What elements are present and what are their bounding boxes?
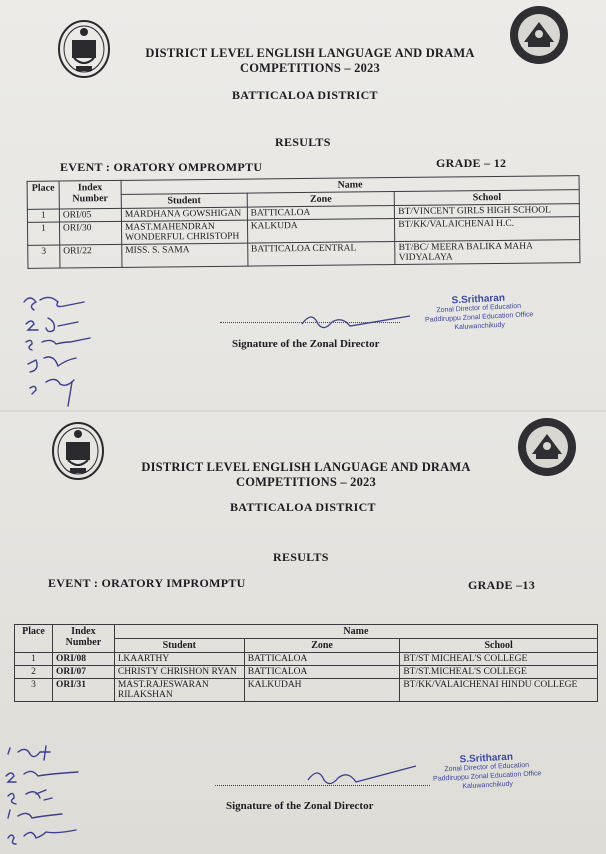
name-header: Name xyxy=(121,176,579,195)
school-cell: BT/KK/VALAICHENAI H.C. xyxy=(395,217,580,242)
place-header: Place xyxy=(15,625,53,653)
student-cell: MAST.RAJESWARAN RILAKSHAN xyxy=(114,679,244,702)
place-cell: 3 xyxy=(28,245,60,268)
school-cell: BT/ST.MICHEAL'S COLLEGE xyxy=(400,666,598,679)
zone-cell: BATTICALOA xyxy=(247,206,395,221)
district-heading: BATTICALOA DISTRICT xyxy=(232,88,378,102)
place-cell: 3 xyxy=(15,679,53,702)
signature-label: Signature of the Zonal Director xyxy=(232,338,380,350)
director-stamp: S.Sritharan Zonal Director of Education Paddiruppu Zonal Education Office Kaluwanchikudy xyxy=(432,751,542,791)
student-header: Student xyxy=(114,639,244,653)
sri-lanka-emblem-icon xyxy=(50,420,106,482)
index-cell: ORI/07 xyxy=(52,666,114,679)
competition-title: DISTRICT LEVEL ENGLISH LANGUAGE AND DRAMA COMPETITIONS – 2023 xyxy=(141,460,471,489)
school-header: School xyxy=(400,639,598,653)
table-row xyxy=(15,653,598,666)
name-header: Name xyxy=(114,625,597,639)
index-cell: ORI/05 xyxy=(59,208,121,222)
student-cell: MAST.MAHENDRAN WONDERFUL CHRISTOPH xyxy=(121,220,247,244)
sri-lanka-emblem-icon xyxy=(56,18,112,80)
school-header: School xyxy=(395,190,580,206)
student-cell: MARDHANA GOWSHIGAN xyxy=(121,207,247,221)
table-row xyxy=(15,679,598,702)
index-cell: ORI/30 xyxy=(59,221,121,245)
director-stamp: S.Sritharan Zonal Director of Education Paddiruppu Zonal Education Office Kaluwanchikudy xyxy=(424,292,534,332)
results-sheet-grade-12 xyxy=(0,0,606,425)
handwritten-initials-icon xyxy=(18,290,128,415)
place-cell: 1 xyxy=(27,209,59,222)
place-cell: 1 xyxy=(15,653,53,666)
results-table xyxy=(27,175,581,269)
student-cell: CHRISTY CHRISHON RYAN xyxy=(114,666,244,679)
zone-cell: BATTICALOA xyxy=(244,653,400,666)
index-cell: ORI/08 xyxy=(52,653,114,666)
place-cell: 1 xyxy=(27,222,59,245)
index-header: Index Number xyxy=(52,625,114,653)
zone-cell: KALKUDAH xyxy=(244,679,400,702)
zonal-education-logo-icon xyxy=(516,416,578,478)
school-cell: BT/VINCENT GIRLS HIGH SCHOOL xyxy=(395,204,580,219)
school-cell: BT/ST MICHEAL'S COLLEGE xyxy=(400,653,598,666)
handwritten-initials-icon xyxy=(2,742,112,852)
director-signature-icon xyxy=(306,760,426,788)
school-cell: BT/KK/VALAICHENAI HINDU COLLEGE xyxy=(400,679,598,702)
results-heading: RESULTS xyxy=(273,550,329,564)
zonal-education-logo-icon xyxy=(508,4,570,66)
results-sheet-grade-13 xyxy=(0,412,606,854)
zone-cell: KALKUDA xyxy=(247,219,395,244)
zone-header: Zone xyxy=(244,639,400,653)
index-cell: ORI/31 xyxy=(52,679,114,702)
school-cell: BT/BC/ MEERA BALIKA MAHA VIDYALAYA xyxy=(395,240,580,265)
grade-label: GRADE –13 xyxy=(468,578,536,592)
zone-cell: BATTICALOA xyxy=(244,666,400,679)
place-header: Place xyxy=(27,181,59,209)
student-cell: MISS. S. SAMA xyxy=(122,243,248,267)
zone-cell: BATTICALOA CENTRAL xyxy=(247,242,395,267)
event-label: EVENT : ORATORY OMPROMPTU xyxy=(60,160,263,174)
index-cell: ORI/22 xyxy=(60,244,122,268)
zone-header: Zone xyxy=(247,192,395,208)
event-label: EVENT : ORATORY IMPROMPTU xyxy=(48,576,246,590)
director-signature-icon xyxy=(300,308,420,332)
student-header: Student xyxy=(121,193,247,208)
results-table xyxy=(14,624,598,702)
competition-title: DISTRICT LEVEL ENGLISH LANGUAGE AND DRAMA COMPETITIONS – 2023 xyxy=(145,46,475,75)
grade-label: GRADE – 12 xyxy=(436,156,507,170)
signature-label: Signature of the Zonal Director xyxy=(226,800,374,812)
index-header: Index Number xyxy=(59,180,121,209)
table-row xyxy=(15,666,598,679)
table-row xyxy=(28,240,580,269)
results-heading: RESULTS xyxy=(275,135,331,149)
student-cell: I.KAARTHY xyxy=(114,653,244,666)
place-cell: 2 xyxy=(15,666,53,679)
district-heading: BATTICALOA DISTRICT xyxy=(230,500,376,514)
